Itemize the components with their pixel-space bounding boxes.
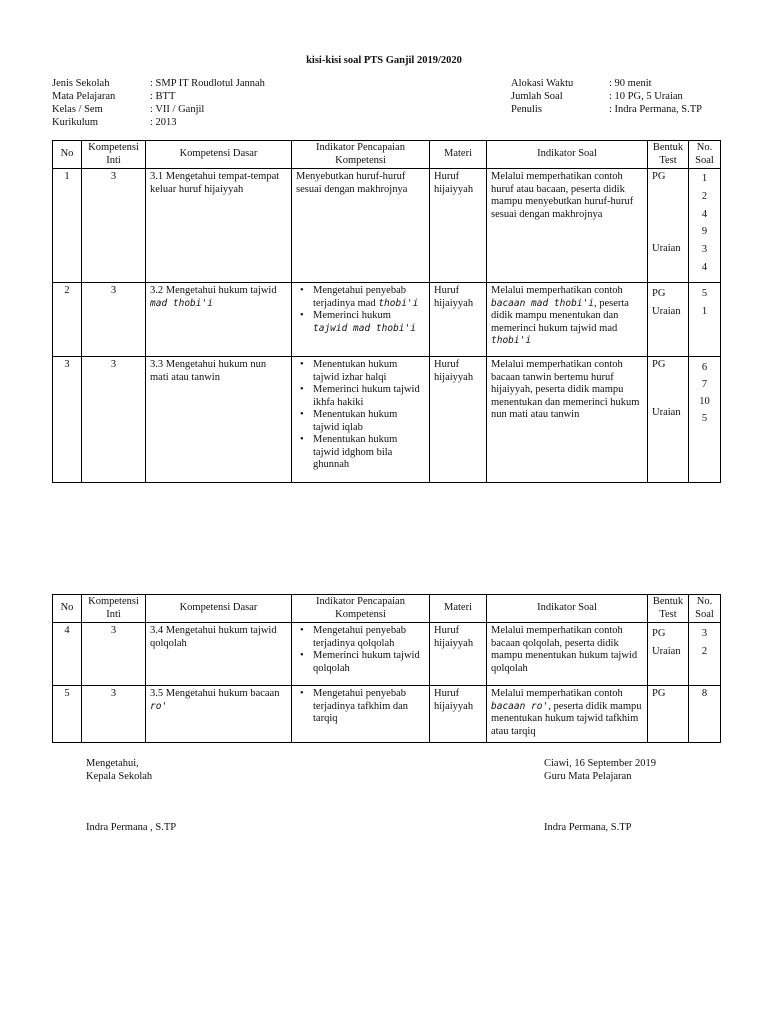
cell-no: 5: [53, 686, 82, 743]
cell-no-soal: [689, 623, 721, 686]
meta-value: : 2013: [150, 117, 177, 128]
cell-ipk: [292, 357, 430, 483]
cell-materi: Huruf hijaiyyah: [430, 283, 487, 357]
meta-value: : VII / Ganjil: [150, 104, 205, 115]
meta-value: : SMP IT Roudlotul Jannah: [150, 78, 265, 89]
ipk-item: • Menentukan hukum tajwid izhar halqi: [313, 359, 425, 384]
cell-kd: 3.4 Mengetahui hukum tajwid qolqolah: [146, 623, 292, 686]
kd-cursive: ro': [150, 700, 168, 712]
meta-label: Kelas / Sem: [52, 104, 103, 115]
ipk-text: Mengetahui penyebab terjadinya mad: [313, 285, 407, 309]
meta-value: : 90 menit: [609, 78, 652, 89]
no-soal-item: 5: [701, 413, 708, 424]
no-soal-item: 3: [701, 244, 708, 256]
cell-indikator-soal: Melalui memperhatikan contoh bacaan tanwin bertemu huruf hijaiyyah, peserta didik mampu menentukan dan memerinci hukum nun mati atau tanwin: [487, 357, 648, 483]
table-header-row: [53, 595, 721, 623]
cell-kd: [146, 686, 292, 743]
ipk-text: Memerinci hukum: [313, 310, 391, 321]
is-cursive: thobi'i: [491, 335, 532, 346]
is-text: , peserta didik mampu menentukan hukum tajwid tafkhim atau tarqiq: [491, 700, 642, 737]
no-soal-item: 2: [701, 646, 708, 657]
meta-value: : BTT: [150, 91, 176, 102]
meta-value: : 10 PG, 5 Uraian: [609, 91, 683, 102]
cell-bentuk-test: PG: [648, 686, 689, 743]
header-cell: Indikator Soal: [487, 595, 648, 623]
bentuk-uraian: Uraian: [652, 646, 681, 657]
meta-label: Kurikulum: [52, 117, 99, 128]
cell-kd: 3.3 Mengetahui hukum nun mati atau tanwin: [146, 357, 292, 483]
no-soal-item: 9: [701, 226, 708, 238]
table-row: [53, 686, 721, 743]
header-cell: Bentuk Test: [648, 141, 689, 169]
meta-label: Alokasi Waktu: [511, 78, 574, 89]
ipk-item: • Mengetahui penyebab terjadinya qolqolah: [313, 625, 425, 650]
cell-ki: 3: [82, 169, 146, 283]
no-soal-item: 2: [701, 190, 708, 202]
header-cell: No: [53, 595, 82, 623]
header-cell: Kompetensi Inti: [82, 141, 146, 169]
grid-table-1: [52, 140, 721, 483]
header-cell: Indikator Pencapaian Kompetensi: [292, 141, 430, 169]
cell-materi: Huruf hijaiyyah: [430, 357, 487, 483]
ipk-item: • Menentukan hukum tajwid idghom bila ghunnah: [313, 434, 425, 472]
header-cell: Kompetensi Inti: [82, 595, 146, 623]
no-soal-item: 4: [701, 208, 708, 220]
cell-no: 4: [53, 623, 82, 686]
cell-indikator-soal: [487, 283, 648, 357]
header-cell: Indikator Pencapaian Kompetensi: [292, 595, 430, 623]
document-title: kisi-kisi soal PTS Ganjil 2019/2020: [306, 55, 462, 66]
bentuk-uraian: Uraian: [652, 306, 681, 317]
sig-right-name: Indra Permana, S.TP: [544, 822, 632, 833]
header-cell: Indikator Soal: [487, 141, 648, 169]
cell-ipk: Menyebutkan huruf-huruf sesuai dengan makhrojnya: [292, 169, 430, 283]
bentuk-uraian: Uraian: [652, 243, 681, 254]
cell-indikator-soal: Melalui memperhatikan contoh bacaan qolqolah, peserta didik mampu menentukan hukum tajwid qolqolah: [487, 623, 648, 686]
cell-ki: 3: [82, 283, 146, 357]
cell-ipk: [292, 623, 430, 686]
meta-label: Penulis: [511, 104, 542, 115]
header-cell: Kompetensi Dasar: [146, 595, 292, 623]
cell-bentuk-test: [648, 357, 689, 483]
cell-no-soal: [689, 169, 721, 283]
no-soal-item: 6: [701, 362, 708, 373]
bentuk-pg: PG: [652, 628, 666, 639]
meta-label: Jenis Sekolah: [52, 78, 110, 89]
ipk-item: • Menentukan hukum tajwid iqlab: [313, 409, 425, 434]
table-row: [53, 623, 721, 686]
is-cursive: bacaan ro': [491, 700, 549, 712]
table-header-row: [53, 141, 721, 169]
ipk-cursive: thobi'i: [378, 297, 419, 309]
table-row: [53, 169, 721, 283]
table-row: [53, 357, 721, 483]
sig-right-line2: Guru Mata Pelajaran: [544, 771, 632, 782]
cell-no: 1: [53, 169, 82, 283]
is-cursive: bacaan mad thobi'i: [491, 297, 594, 309]
meta-label: Jumlah Soal: [511, 91, 563, 102]
header-cell: No: [53, 141, 82, 169]
bentuk-pg: PG: [652, 359, 666, 370]
cell-ipk: [292, 283, 430, 357]
cell-ki: 3: [82, 686, 146, 743]
header-cell: Materi: [430, 141, 487, 169]
ipk-item: • Memerinci hukum tajwid ikhfa hakiki: [313, 384, 425, 409]
cell-materi: Huruf hijaiyyah: [430, 686, 487, 743]
meta-right: [511, 77, 702, 116]
sig-left-line1: Mengetahui,: [86, 758, 139, 769]
is-text: Melalui memperhatikan contoh: [491, 688, 623, 699]
no-soal-item: 10: [699, 396, 710, 407]
table-row: [53, 283, 721, 357]
cell-bentuk-test: [648, 169, 689, 283]
cell-ki: 3: [82, 623, 146, 686]
cell-indikator-soal: Melalui memperhatikan contoh huruf atau bacaan, peserta didik mampu menyebutkan huruf-huruf sesuai dengan makhrojnya: [487, 169, 648, 283]
cell-no: 3: [53, 357, 82, 483]
sig-left-line2: Kepala Sekolah: [86, 771, 153, 782]
ipk-item: • Memerinci hukum tajwid qolqolah: [313, 650, 425, 675]
meta-label: Mata Pelajaran: [52, 91, 116, 102]
cell-materi: Huruf hijaiyyah: [430, 623, 487, 686]
no-soal-item: 7: [701, 379, 708, 390]
bentuk-uraian: Uraian: [652, 407, 681, 418]
is-text: Melalui memperhatikan contoh: [491, 285, 623, 296]
kd-cursive: mad thobi'i: [150, 297, 213, 309]
cell-ki: 3: [82, 357, 146, 483]
bentuk-pg: PG: [652, 171, 666, 182]
kd-text: 3.5 Mengetahui hukum bacaan: [150, 688, 280, 699]
cell-bentuk-test: [648, 623, 689, 686]
cell-materi: Huruf hijaiyyah: [430, 169, 487, 283]
header-cell: No. Soal: [689, 141, 721, 169]
ipk-item: [313, 285, 425, 310]
ipk-item: [313, 310, 425, 335]
header-cell: No. Soal: [689, 595, 721, 623]
no-soal-item: 3: [701, 628, 708, 639]
cell-kd: 3.1 Mengetahui tempat-tempat keluar huruf hijaiyyah: [146, 169, 292, 283]
header-cell: Bentuk Test: [648, 595, 689, 623]
header-cell: Kompetensi Dasar: [146, 141, 292, 169]
cell-no-soal: [689, 283, 721, 357]
no-soal-item: 1: [701, 173, 708, 184]
no-soal-item: 1: [701, 306, 708, 317]
cell-no-soal: 8: [689, 686, 721, 743]
is-text: , peserta didik mampu menentukan dan memerinci hukum tajwid mad: [491, 297, 629, 334]
bentuk-pg: PG: [652, 288, 666, 299]
cell-kd: [146, 283, 292, 357]
signature-right: [544, 757, 656, 783]
ipk-item: • Mengetahui penyebab terjadinya tafkhim dan tarqiq: [313, 688, 425, 726]
cell-no: 2: [53, 283, 82, 357]
grid-table-2: [52, 594, 721, 743]
header-cell: Materi: [430, 595, 487, 623]
cell-bentuk-test: [648, 283, 689, 357]
meta-value: : Indra Permana, S.TP: [609, 104, 703, 115]
sig-right-line1: Ciawi, 16 September 2019: [544, 758, 656, 769]
no-soal-item: 4: [701, 261, 708, 273]
kd-text: 3.2 Mengetahui hukum tajwid: [150, 285, 277, 296]
cell-indikator-soal: [487, 686, 648, 743]
meta-left: [52, 77, 265, 129]
cell-ipk: [292, 686, 430, 743]
ipk-cursive: tajwid mad thobi'i: [313, 322, 416, 334]
cell-no-soal: [689, 357, 721, 483]
sig-left-name: Indra Permana , S.TP: [86, 822, 177, 833]
no-soal-item: 5: [701, 288, 708, 299]
signature-left: [86, 757, 152, 783]
